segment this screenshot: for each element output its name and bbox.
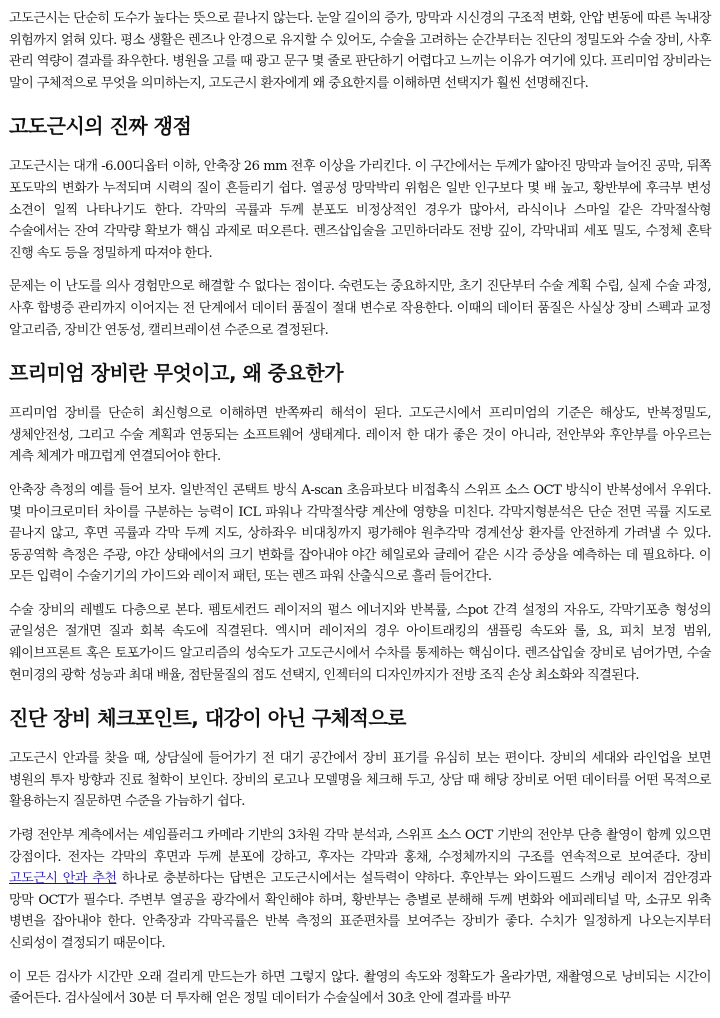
- recommendation-link[interactable]: 고도근시 안과 추천: [9, 871, 117, 887]
- paragraph: 안축장 측정의 예를 들어 보자. 일반적인 콘택트 방식 A-scan 초음파보다 비접촉식 스위프 소스 OCT 방식이 반복성에서 우위다. 몇 마이크로미터 차이를 구분하는 능력이 ICL 파워나 각막절삭량 계산에 영향을 미친다. 각막지형분석은 단순 전면 곡률 지도로 끝나지 않고, 후면 곡률과 각막 두께 지도, 상하좌우 비대칭까지 평가해야 원추각막 경계선상 환자를 안전하게 가려낼 수 있다. 동공역학 측정은 주광, 야간 상태에서의 크기 변화를 잡아내야 야간 헤일로와 글레어 같은 시각 증상을 예측하는 데 필요하다. 이 모든 입력이 수술기기의 가이드와 레이저 패턴, 또는 렌즈 파워 산출식으로 흘러 들어간다.: [9, 482, 711, 585]
- paragraph-text-after-link: 하나로 충분하다는 답변은 고도근시에서는 설득력이 약하다. 후안부는 와이드필드 스캐닝 레이저 검안경과 망막 OCT가 필수다. 주변부 열공을 광각에서 확인해야 하며, 황반부는 층별로 분해해 두께 변화와 에피레티널 막, 소규모 위축 병변을 잡아내야 한다. 안축장과 각막곡률은 반복 측정의 표준편차를 보여주는 장비가 좋다. 수치가 일정하게 나오는지부터 신뢰성이 결정되기 때문이다.: [9, 871, 712, 951]
- paragraph: 수술 장비의 레벨도 다층으로 본다. 펨토세컨드 레이저의 펄스 에너지와 반복률, 스pot 간격 설정의 자유도, 각막기포층 형성의 균일성은 절개면 질과 회복 속도에 직결된다. 엑시머 레이저의 경우 아이트래킹의 샘플링 속도와 롤, 요, 피치 보정 범위, 웨이브프론트 혹은 토포가이드 알고리즘의 성숙도가 고도근시에서 수차를 통제하는 핵심이다. 렌즈삽입술 장비로 넘어가면, 수술 현미경의 광학 성능과 최대 배율, 점탄물질의 점도 선택지, 인젝터의 디자인까지가 전방 조직 손상 최소화와 직결된다.: [9, 602, 711, 683]
- section-heading-diagnostic-checkpoints: 진단 장비 체크포인트, 대강이 아닌 구체적으로: [9, 706, 406, 731]
- section-heading-premium-equipment: 프리미엄 장비란 무엇이고, 왜 중요한가: [9, 361, 344, 386]
- paragraph-with-link: [9, 825, 711, 955]
- paragraph: 프리미엄 장비를 단순히 최신형으로 이해하면 반쪽짜리 해석이 된다. 고도근시에서 프리미엄의 기준은 해상도, 반복정밀도, 생체안전성, 그리고 수술 계획과 연동되는 소프트웨어 생태계다. 레이저 한 대가 좋은 것이 아니라, 전안부와 후안부를 아우르는 계측 체계가 매끄럽게 연결되어야 한다.: [9, 406, 711, 465]
- paragraph-text-before-link: 가령 전안부 계측에서는 셰임플러그 카메라 기반의 3차원 각막 분석과, 스위프 소스 OCT 기반의 전안부 단층 촬영이 함께 있으면 강점이다. 전자는 각막의 후면과 두께 분포에 강하고, 후자는 각막과 홍채, 수정체까지의 구조를 연속적으로 보여준다. 장비: [9, 828, 711, 865]
- paragraph: 이 모든 검사가 시간만 오래 걸리게 만드는가 하면 그렇지 않다. 촬영의 속도와 정확도가 올라가면, 재촬영으로 낭비되는 시간이 줄어든다. 검사실에서 30분 더 투자해 얻은 정밀 데이터가 수술실에서 30초 안에 결과를 바꾸: [9, 969, 711, 1007]
- paragraph: 고도근시는 대개 -6.00디옵터 이하, 안축장 26 mm 전후 이상을 가리킨다. 이 구간에서는 두께가 얇아진 망막과 늘어진 공막, 뒤쪽 포도막의 변화가 누적되며 시력의 질이 흔들리기 쉽다. 열공성 망막박리 위험은 일반 인구보다 몇 배 높고, 황반부에 후극부 변성 소견이 일찍 나타나기도 한다. 각막의 곡률과 두께 분포도 비정상적인 경우가 많아서, 라식이나 스마일 같은 각막절삭형 수술에서는 잔여 각막량 확보가 핵심 과제로 떠오른다. 렌즈삽입술을 고민하더라도 전방 깊이, 각막내피 세포 밀도, 수정체 혼탁 진행 속도 등을 정밀하게 따져야 한다.: [9, 159, 711, 261]
- intro-paragraph: 고도근시는 단순히 도수가 높다는 뜻으로 끝나지 않는다. 눈알 길이의 증가, 망막과 시신경의 구조적 변화, 안압 변동에 따른 녹내장 위험까지 얽혀 있다. 평소 생활은 렌즈나 안경으로 유지할 수 있어도, 수술을 고려하는 순간부터는 진단의 정밀도와 수술 장비, 사후 관리 역량이 결과를 좌우한다. 병원을 고를 때 광고 문구 몇 줄로 판단하기 어렵다고 느끼는 이유가 여기에 있다. 프리미엄 장비라는 말이 구체적으로 무엇을 의미하는지, 고도근시 환자에게 왜 중요한지를 이해하면 선택지가 훨씬 선명해진다.: [9, 11, 711, 91]
- section-heading-core-issue: 고도근시의 진짜 쟁점: [9, 114, 192, 139]
- paragraph: 문제는 이 난도를 의사 경험만으로 해결할 수 없다는 점이다. 숙련도는 중요하지만, 초기 진단부터 수술 계획 수립, 실제 수술 과정, 사후 합병증 관리까지 이어지는 전 단계에서 데이터 품질이 절대 변수로 작용한다. 이때의 데이터 품질은 사실상 장비 스펙과 교정 알고리즘, 장비간 연동성, 캘리브레이션 수준으로 결정된다.: [9, 279, 711, 338]
- paragraph: 고도근시 안과를 찾을 때, 상담실에 들어가기 전 대기 공간에서 장비 표기를 유심히 보는 편이다. 장비의 세대와 라인업을 보면 병원의 투자 방향과 진료 철학이 보인다. 장비의 로고나 모델명을 체크해 두고, 상담 때 해당 장비로 어떤 데이터를 어떤 목적으로 활용하는지 질문하면 수준을 가늠하기 쉽다.: [9, 751, 711, 810]
